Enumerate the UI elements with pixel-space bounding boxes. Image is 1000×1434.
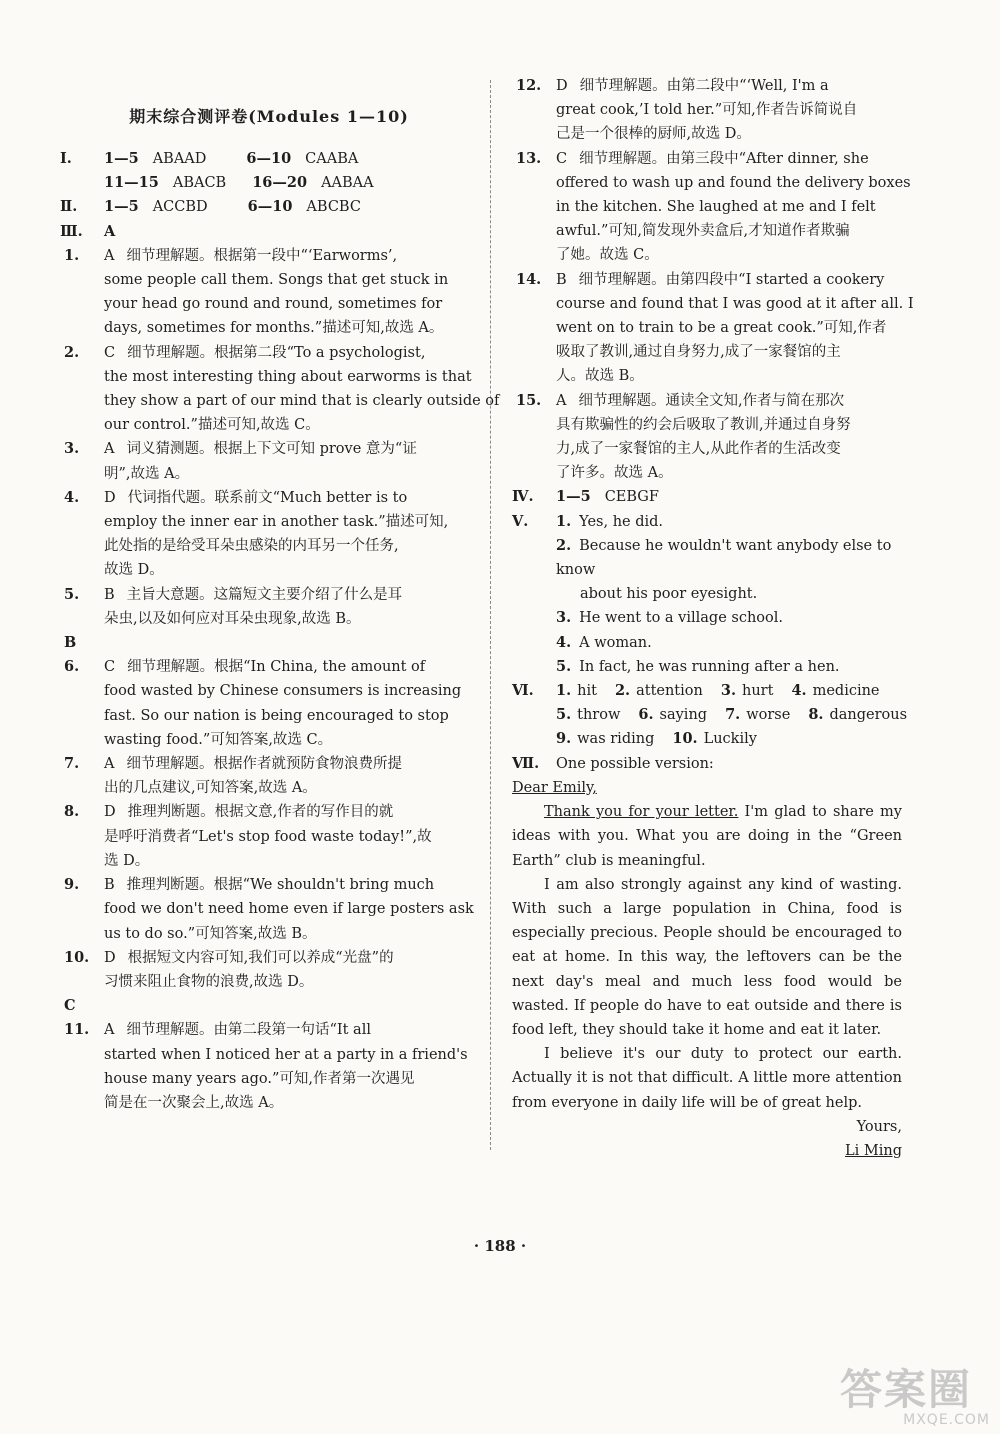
line-text: wasting food.”可知答案,故选 C。: [104, 731, 333, 748]
line-text: in the kitchen. She laughed at me and I felt: [556, 199, 876, 216]
answers: ACCBD: [152, 199, 208, 216]
explanation-line: [104, 365, 499, 389]
explanation: [556, 147, 911, 268]
line-text: 细节理解题。根据第一段中“‘Earworms’,: [126, 247, 398, 264]
line-text: 词义猜测题。根据上下文可知 prove 意为“证: [126, 441, 417, 458]
answer-number: 5.: [556, 657, 572, 675]
word-number: 9.: [556, 730, 572, 748]
section-3-label: Ⅲ.: [60, 222, 83, 240]
question-item: [60, 946, 478, 994]
word: worse: [746, 707, 791, 724]
answer-line: [512, 534, 902, 582]
letter-paragraph-3: I believe it's our duty to protect our earth. Actually it is not that difficult. A little more attention from everyone in daily life will be of great help.: [512, 1046, 902, 1111]
answer-letter: A: [556, 392, 567, 409]
line-text: 此处指的是给受耳朵虫感染的内耳另一个任务,: [104, 538, 399, 555]
line-text: awful.”可知,简发现外卖盒后,才知道作者欺骗: [556, 223, 850, 240]
question-number: 13.: [516, 149, 542, 167]
explanation-line: [556, 122, 902, 146]
explanation-line: [104, 704, 478, 728]
model-letter: [512, 776, 902, 1163]
answer-letter: D: [556, 78, 568, 94]
right-column: [512, 74, 914, 1163]
question-number: 9.: [64, 876, 80, 894]
spacer: [512, 727, 556, 751]
section-5-label: Ⅴ.: [512, 512, 529, 530]
spacer: [512, 606, 556, 630]
letter-signature: Li Ming: [845, 1142, 902, 1159]
question-number: 12.: [516, 77, 542, 94]
section-1-row-2: [60, 171, 478, 195]
underlined-sentence: Thank you for your letter.: [544, 804, 739, 821]
word-answer: [808, 703, 907, 727]
explanation: [104, 1018, 478, 1115]
paragraph-text: I'm glad to share my ideas with you. What you are doing in the “Green Earth” club is meaningful.: [512, 804, 902, 869]
explanation: [556, 389, 902, 486]
line-text: fast. So our nation is being encouraged to stop: [104, 707, 449, 724]
explanation-line: [556, 171, 911, 195]
section-3-header: [60, 220, 478, 244]
question-number: 7.: [64, 755, 80, 773]
answer-letter: D: [104, 804, 116, 821]
explanation-line: [104, 655, 478, 679]
explanation: [104, 655, 478, 752]
explanation-line: [104, 244, 478, 268]
word-number: 1.: [556, 682, 572, 700]
explanation-line: [104, 776, 478, 800]
question-number: 6.: [64, 658, 80, 676]
question-item: [60, 655, 478, 752]
explanation-line: [556, 413, 902, 437]
answer-text: In fact, he was running after a hen.: [579, 658, 840, 675]
question-item: [60, 341, 500, 438]
word-number: 2.: [614, 682, 631, 700]
explanation-line: [556, 437, 902, 461]
explanation-line: [556, 340, 914, 364]
answers: AABAA: [321, 175, 374, 192]
question-item: [60, 486, 478, 583]
line-text: 了许多。故选 A。: [556, 465, 673, 482]
answer-line: [512, 510, 902, 534]
explanation: [556, 74, 902, 147]
line-text: 明”,故选 A。: [104, 465, 190, 482]
word-answer: [615, 679, 703, 703]
word-answer: [725, 703, 790, 727]
question-number: 5.: [64, 585, 80, 603]
range: 11—15: [104, 174, 159, 192]
explanation: [104, 244, 478, 341]
answer-number: 4.: [556, 633, 572, 651]
letter-salutation: Dear Emily,: [512, 779, 597, 796]
word-row: [512, 727, 902, 751]
answer-letter: B: [104, 877, 115, 894]
question-item: [60, 800, 478, 873]
letter-paragraph-1: [512, 800, 902, 873]
answer-letter: A: [104, 756, 115, 773]
word-answer: [672, 727, 757, 751]
word: saying: [659, 707, 708, 724]
answer-letter: D: [104, 949, 116, 966]
question-item: [60, 752, 478, 800]
explanation-line: [556, 243, 911, 267]
line-text: 细节理解题。由第二段第一句话“It all: [126, 1022, 371, 1039]
line-text: 推理判断题。根据“We shouldn't bring much: [126, 877, 435, 894]
line-text: employ the inner ear in another task.”描述可知,: [104, 514, 449, 531]
explanation-line: [104, 1067, 478, 1091]
question-item: [512, 74, 902, 147]
section-7-intro: One possible version:: [556, 755, 714, 772]
explanation-line: [556, 316, 914, 340]
explanation-line: [104, 558, 478, 582]
word-number: 10.: [672, 730, 698, 748]
question-number: 8.: [64, 803, 80, 821]
answer-number: 2.: [556, 536, 572, 554]
explanation: [104, 437, 478, 485]
word: Luckily: [703, 731, 757, 748]
answers: ABCBC: [306, 199, 361, 216]
answer-number: 3.: [556, 609, 572, 627]
question-item: [60, 437, 478, 485]
explanation-line: [104, 389, 499, 413]
question-item: [512, 389, 902, 486]
line-text: 主旨大意题。这篇短文主要介绍了什么是耳: [126, 586, 403, 603]
question-number: 14.: [516, 270, 542, 288]
answers: ABACB: [172, 175, 227, 192]
explanation: [104, 486, 478, 583]
line-text: food wasted by Chinese consumers is increasing: [104, 683, 462, 700]
word: medicine: [812, 683, 880, 700]
answer-letter: C: [556, 150, 568, 167]
question-number: 11.: [64, 1021, 90, 1039]
word-answer: [638, 703, 707, 727]
explanation-line: [104, 607, 478, 631]
answers: CAABA: [305, 151, 359, 167]
explanation-line: [556, 195, 911, 219]
left-column: [60, 74, 500, 1115]
line-text: 细节理解题。通读全文知,作者与简在那次: [578, 392, 845, 409]
explanation-line: [556, 292, 914, 316]
answer-letter: D: [104, 489, 116, 506]
line-text: 简是在一次聚会上,故选 A。: [104, 1094, 284, 1111]
line-text: 朵虫,以及如何应对耳朵虫现象,故选 B。: [104, 610, 361, 627]
line-text: 是呼吁消费者“Let's stop food waste today!”,故: [104, 828, 432, 845]
range: 1—5: [556, 488, 591, 506]
section-5: [512, 510, 902, 679]
question-item: [512, 147, 911, 268]
explanation: [104, 341, 499, 438]
line-text: 出的几点建议,可知答案,故选 A。: [104, 780, 317, 797]
explanation: [104, 946, 478, 994]
word-answer: [556, 727, 654, 751]
question-number: 10.: [64, 948, 90, 966]
word-number: 4.: [791, 682, 807, 700]
line-text: your head go round and round, sometimes for: [104, 296, 443, 313]
answer-letter: B: [556, 271, 567, 288]
line-text: started when I noticed her at a party in a friend's: [104, 1046, 468, 1063]
section-4-row: [512, 485, 902, 509]
line-text: great cook,’I told her.”可知,作者告诉简说自: [556, 102, 858, 119]
watermark-url: MXQE.COM: [903, 1412, 990, 1428]
explanation: [104, 752, 478, 800]
watermark-logo: [840, 1365, 990, 1430]
page-number: · 188 ·: [473, 1237, 527, 1255]
explanation-line: [104, 970, 478, 994]
explanation-line: [556, 147, 911, 171]
line-text: 细节理解题。根据作者就预防食物浪费所提: [126, 756, 402, 773]
answer-text: He went to a village school.: [579, 610, 783, 627]
question-item: [60, 583, 478, 631]
word-answer: [556, 703, 620, 727]
word-number: 7.: [725, 706, 741, 724]
explanation-line: [104, 679, 478, 703]
passage-a-items: [60, 244, 500, 631]
word: was riding: [577, 731, 655, 748]
word-row: [512, 703, 908, 727]
answer-text: Because he wouldn't want anybody else to know: [556, 537, 892, 579]
word: hurt: [742, 683, 774, 700]
explanation-line: [104, 268, 478, 292]
explanation-line: [556, 219, 911, 243]
line-text: 人。故选 B。: [556, 368, 644, 385]
explanation-line: [556, 268, 914, 292]
explanation-line: [556, 74, 902, 98]
explanation-line: [104, 849, 478, 873]
explanation-line: [104, 825, 478, 849]
passage-a-label: A: [104, 222, 116, 240]
explanation-line: [104, 946, 478, 970]
section-2-row: [60, 195, 478, 219]
question-item: [60, 1018, 478, 1115]
question-number: 15.: [516, 391, 542, 409]
question-number: 2.: [64, 343, 80, 361]
explanation-line: [556, 364, 914, 388]
line-text: 根据短文内容可知,我们可以养成“光盘”的: [127, 949, 394, 966]
spacer: [512, 582, 556, 606]
letter-closing: Yours,: [856, 1118, 902, 1135]
word: hit: [577, 683, 597, 700]
answer-line: [512, 582, 902, 606]
explanation-line: [104, 800, 478, 824]
line-text: 代词指代题。联系前文“Much better is to: [127, 489, 408, 506]
explanation-line: [104, 316, 478, 340]
answer-text: A woman.: [579, 634, 652, 651]
line-text: 己是一个很棒的厨师,故选 D。: [556, 126, 751, 143]
page-title: 期末综合测评卷(Modules 1—10): [129, 107, 409, 126]
explanation-line: [104, 341, 499, 365]
range: 1—5: [104, 150, 139, 167]
word-number: 5.: [556, 706, 572, 724]
word: attention: [636, 683, 703, 700]
explanation-line: [104, 1091, 478, 1115]
explanation-line: [104, 462, 478, 486]
line-text: they show a part of our mind that is clearly outside of: [104, 393, 500, 410]
section-6: [512, 679, 908, 752]
word-number: 6.: [638, 706, 654, 724]
line-text: 习惯来阻止食物的浪费,故选 D。: [104, 973, 314, 990]
explanation-line: [104, 413, 499, 437]
word: throw: [577, 707, 621, 724]
section-6-label: Ⅵ.: [512, 682, 534, 700]
question-number: 3.: [64, 440, 80, 458]
line-text: 细节理解题。由第四段中“I started a cookery: [578, 271, 885, 288]
line-text: us to do so.”可知答案,故选 B。: [104, 925, 317, 942]
line-text: house many years ago.”可知,作者第一次遇见: [104, 1070, 415, 1087]
explanation-line: [104, 1043, 478, 1067]
passage-c-label: C: [64, 997, 76, 1015]
explanation-line: [104, 897, 478, 921]
answer-letter: A: [104, 1022, 115, 1039]
line-text: 具有欺骗性的约会后吸取了教训,并通过自身努: [556, 416, 851, 433]
answers: CEBGF: [604, 489, 659, 506]
line-text: days, sometimes for months.”描述可知,故选 A。: [104, 320, 444, 337]
explanation: [104, 583, 478, 631]
spacer: [512, 703, 556, 727]
explanation-line: [556, 389, 902, 413]
watermark-text: 答案圈: [840, 1365, 973, 1414]
line-text: offered to wash up and found the delivery boxes: [556, 174, 911, 191]
explanation: [104, 800, 478, 873]
word-number: 8.: [808, 706, 824, 724]
answer-letter: C: [104, 344, 116, 361]
line-text: 故选 D。: [104, 562, 164, 579]
answer-letter: B: [104, 586, 115, 603]
explanation-line: [104, 534, 478, 558]
answer-number: 1.: [556, 512, 572, 530]
explanation-line: [104, 1018, 478, 1042]
line-text: 细节理解题。由第二段中“‘Well, I'm a: [579, 78, 829, 94]
explanation-line: [104, 437, 478, 461]
line-text: some people call them. Songs that get stuck in: [104, 272, 449, 289]
explanation-line: [104, 873, 478, 897]
answers: ABAAD: [152, 151, 207, 167]
spacer: [512, 631, 556, 655]
line-text: 细节理解题。由第三段中“After dinner, she: [579, 150, 869, 167]
word-number: 3.: [720, 682, 736, 700]
column-divider: [490, 80, 491, 1150]
section-2-label: Ⅱ.: [60, 198, 78, 216]
question-item: [512, 268, 914, 389]
section-7-label: Ⅶ.: [512, 754, 540, 772]
word-answer: [721, 679, 774, 703]
answer-letter: A: [104, 441, 115, 458]
section-4-label: Ⅳ.: [512, 488, 534, 506]
line-text: 细节理解题。根据第二段“To a psychologist,: [127, 344, 426, 361]
range: 1—5: [104, 198, 139, 216]
line-text: 细节理解题。根据“In China, the amount of: [127, 659, 426, 676]
question-item: [60, 244, 478, 341]
explanation: [556, 268, 914, 389]
line-text: 推理判断题。根据文意,作者的写作目的就: [127, 804, 394, 821]
spacer: [512, 534, 556, 582]
line-text: course and found that I was good at it after all. I: [556, 295, 914, 312]
explanation-line: [556, 98, 902, 122]
question-item: [60, 873, 478, 946]
answer-letter: C: [104, 659, 116, 676]
answer-text: about his poor eyesight.: [580, 586, 758, 603]
section-1-row-1: [60, 147, 478, 171]
passage-c-items: [60, 1018, 478, 1115]
line-text: went on to train to be a great cook.”可知,作者: [556, 320, 887, 337]
explanation-line: [104, 922, 478, 946]
explanation: [104, 873, 478, 946]
explanation-line: [104, 752, 478, 776]
explanation-line: [104, 510, 478, 534]
explanation-line: [104, 728, 478, 752]
answer-text: Yes, he did.: [579, 513, 664, 530]
range: 6—10: [246, 150, 292, 167]
letter-paragraph-2: I am also strongly against any kind of wasting. With such a large population in China, food is especially precious. People should be encouraged to eat at home. In this way, the leftovers can be the next day's meal and much less food would be wasted. If people do have to eat outside and there is food left, they should take it home and eat it later.: [512, 876, 902, 1038]
explanation-line: [104, 583, 478, 607]
word-row: [512, 679, 902, 703]
question-number: 4.: [64, 488, 80, 506]
question-number: 1.: [64, 246, 80, 264]
answer-line: [512, 631, 902, 655]
section-1-label: Ⅰ.: [60, 150, 72, 167]
passage-b-label: B: [64, 634, 77, 652]
line-text: 力,成了一家餐馆的主人,从此作者的生活改变: [556, 441, 841, 458]
word: dangerous: [829, 707, 908, 724]
line-text: the most interesting thing about earworms is that: [104, 368, 472, 385]
line-text: food we don't need home even if large posters ask: [104, 901, 474, 918]
range: 6—10: [247, 198, 293, 216]
line-text: 吸取了教训,通过自身努力,成了一家餐馆的主: [556, 344, 841, 361]
word-answer: [791, 679, 879, 703]
line-text: our control.”描述可知,故选 C。: [104, 417, 320, 434]
explanation-line: [104, 486, 478, 510]
passage-b-items: [60, 655, 478, 994]
line-text: 选 D。: [104, 852, 150, 869]
explanation-line: [104, 292, 478, 316]
answer-line: [512, 606, 902, 630]
spacer: [512, 655, 556, 679]
explanation-line: [556, 461, 902, 485]
word-answer: [556, 679, 597, 703]
answer-line: [512, 655, 902, 679]
answer-letter: A: [104, 247, 115, 264]
range: 16—20: [252, 174, 308, 192]
section-7-header: [512, 752, 902, 776]
passage-c-items-continued: [512, 74, 914, 485]
line-text: 了她。故选 C。: [556, 247, 659, 264]
